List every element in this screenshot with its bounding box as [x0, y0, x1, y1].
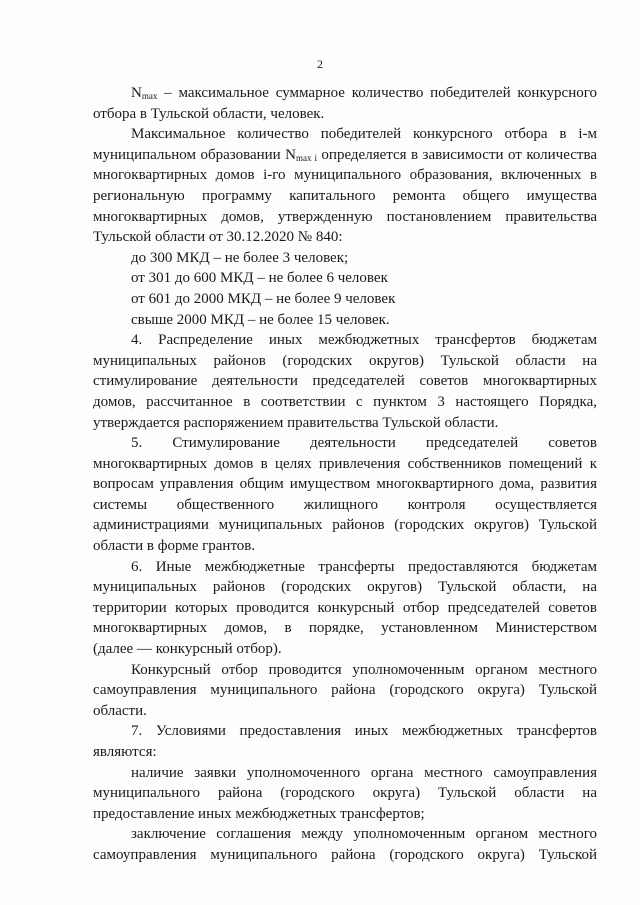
- text-line: вопросам управления общим имуществом многоквартирного дома, развития: [93, 476, 597, 493]
- nmax-i-subscript: max i: [296, 152, 317, 163]
- paragraph-application-condition: [93, 763, 597, 825]
- paragraph-item-7: [93, 721, 597, 762]
- text-line: являются:: [93, 744, 157, 760]
- text-line: многоквартирных домов, в порядке, установленном Министерством: [93, 620, 597, 637]
- paragraph-agreement-condition: [93, 824, 597, 865]
- text-line: территории которых проводится конкурсный отбор председателей советов: [93, 599, 597, 616]
- document-body: [93, 83, 597, 866]
- text-line: многоквартирных домов i-го муниципального образования, включенных в: [93, 167, 597, 184]
- text-line: муниципальных районов (городских округов) Тульской области на: [93, 352, 597, 369]
- text-line: администрациями муниципальных районов (городских округов) Тульской: [93, 517, 597, 534]
- text-line: наличие заявки уполномоченного органа местного самоуправления: [131, 764, 597, 781]
- text-line: области.: [93, 702, 147, 719]
- paragraph-max-winners: [93, 124, 597, 248]
- paragraph-item-5: [93, 433, 597, 557]
- text-line: многоквартирных домов в целях привлечения собственников помещений к: [93, 455, 597, 472]
- text-line: 4. Распределение иных межбюджетных трансфертов бюджетам: [131, 332, 597, 349]
- nmax-symbol: N: [131, 85, 142, 101]
- text-line: муниципальных районов (городских округов) Тульской области, на: [93, 579, 597, 596]
- text-line: самоуправления муниципального района (городского округа) Тульской: [93, 682, 597, 699]
- text-line: муниципальном образовании N: [93, 146, 296, 163]
- page-number: 2: [317, 57, 323, 71]
- mkd-thresholds-list: [93, 248, 597, 330]
- text-line: предоставление иных межбюджетных трансфертов;: [93, 805, 425, 822]
- text-line: домов, рассчитанное в соответствии с пунктом 3 настоящего Порядка,: [93, 393, 597, 410]
- text-line: Максимальное количество победителей конкурсного отбора в i-м: [131, 126, 597, 143]
- text-line: многоквартирных домов, утвержденную постановлением правительства: [93, 208, 597, 225]
- text-line: утверждается распоряжением правительства Тульской области.: [93, 414, 499, 431]
- nmax-subscript: max: [141, 91, 158, 101]
- paragraph-item-6: [93, 557, 597, 660]
- text-line: Конкурсный отбор проводится уполномоченным органом местного: [131, 661, 597, 678]
- paragraph-competitive-selection: [93, 660, 597, 722]
- paragraph-nmax-definition: [93, 83, 597, 124]
- text-line: заключение соглашения между уполномоченным органом местного: [131, 826, 597, 843]
- text-line: определяется в зависимости от количества: [316, 146, 598, 163]
- list-item: свыше 2000 МКД – не более 15 человек.: [131, 311, 390, 328]
- text-line: – максимальное суммарное количество победителей конкурсного: [157, 85, 597, 101]
- text-line: 7. Условиями предоставления иных межбюджетных трансфертов: [131, 723, 597, 740]
- text-line: 6. Иные межбюджетные трансферты предоставляются бюджетам: [131, 558, 597, 575]
- text-line: самоуправления муниципального района (городского округа) Тульской: [93, 846, 597, 863]
- text-line: стимулирование деятельности председателей советов многоквартирных: [93, 373, 597, 390]
- text-line: 5. Стимулирование деятельности председателей советов: [131, 435, 597, 452]
- list-item: от 601 до 2000 МКД – не более 9 человек: [131, 290, 396, 307]
- text-line: Тульской области от 30.12.2020 № 840:: [93, 229, 343, 246]
- list-item: до 300 МКД – не более 3 человек;: [131, 249, 349, 266]
- text-line: отбора в Тульской области, человек.: [93, 105, 325, 122]
- text-line: (далее — конкурсный отбор).: [93, 641, 282, 658]
- text-line: системы общественного жилищного контроля осуществляется: [93, 496, 597, 513]
- text-line: области в форме грантов.: [93, 538, 256, 555]
- text-line: муниципального района (городского округа) Тульской области на: [93, 785, 597, 802]
- paragraph-item-4: [93, 330, 597, 433]
- text-line: региональную программу капитального ремонта общего имущества: [93, 187, 597, 204]
- list-item: от 301 до 600 МКД – не более 6 человек: [131, 270, 388, 287]
